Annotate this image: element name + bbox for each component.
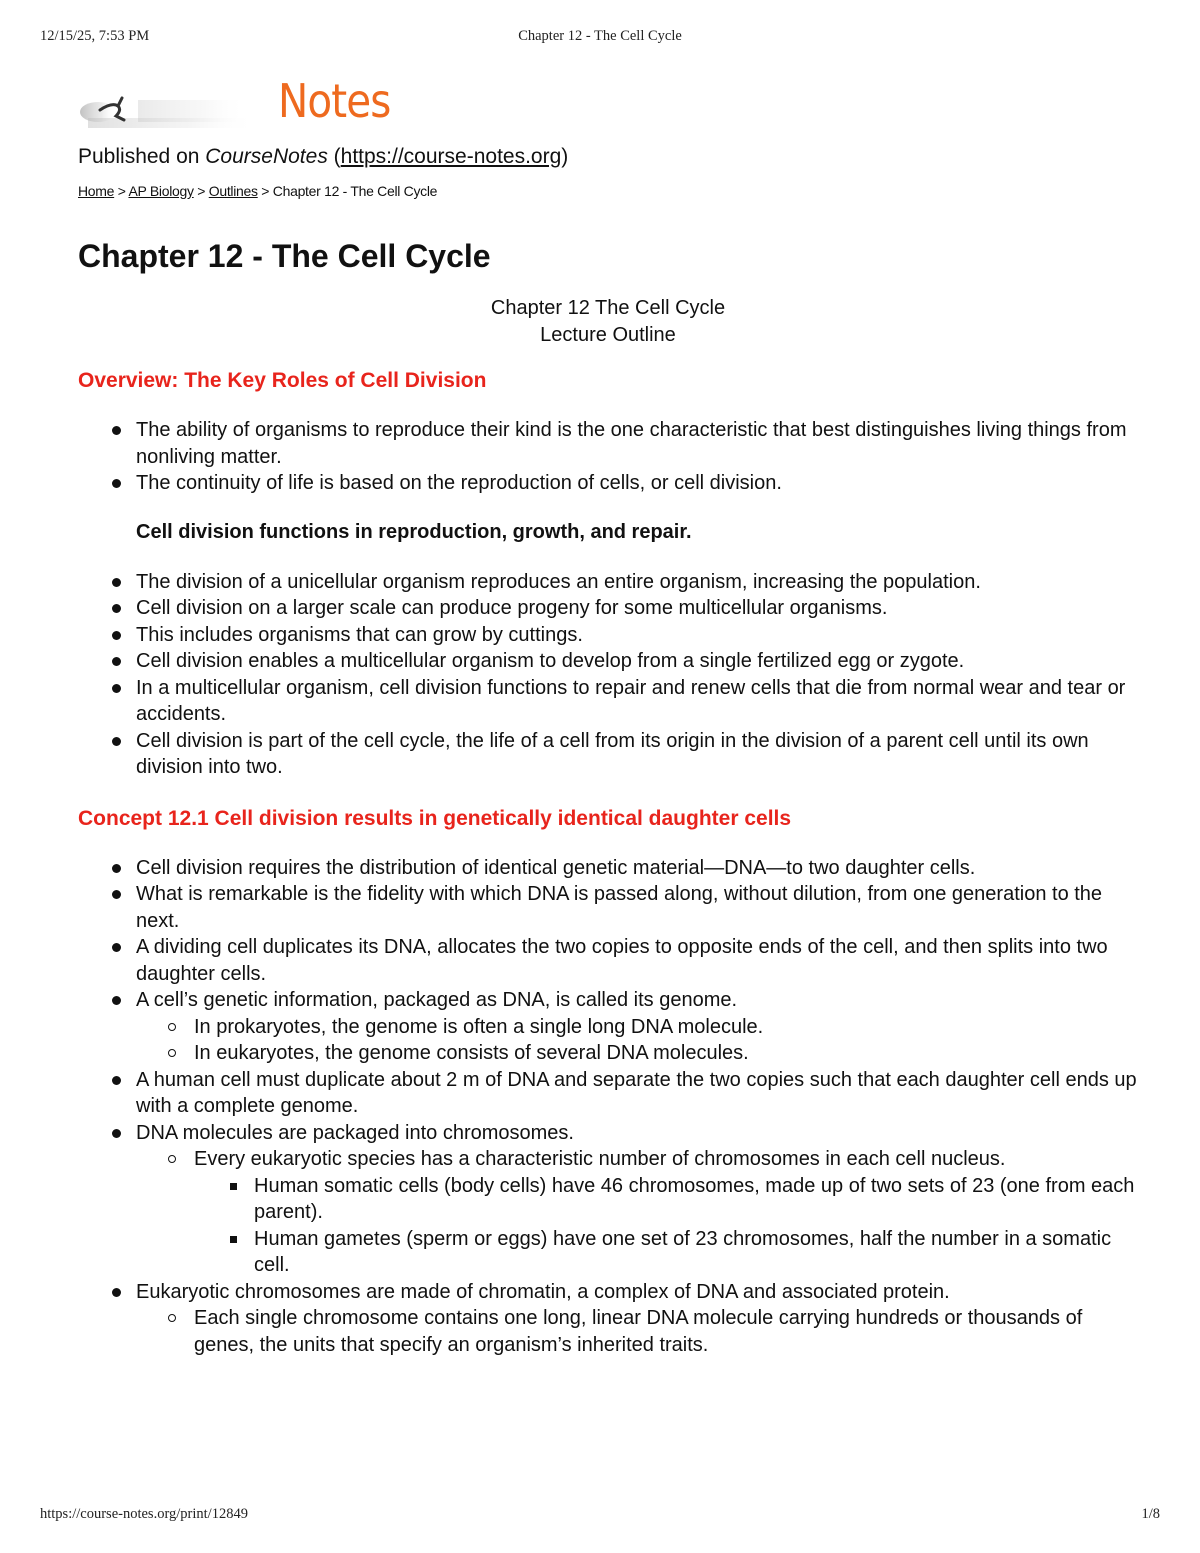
list-item: This includes organisms that can grow by cuttings. <box>78 622 1138 649</box>
list-item: A dividing cell duplicates its DNA, allocates the two copies to opposite ends of the cell, and then splits into two daughter cells. <box>78 934 1138 987</box>
list-item: What is remarkable is the fidelity with which DNA is passed along, without dilution, from one generation to the next. <box>78 881 1138 934</box>
subtitle-line-1: Chapter 12 The Cell Cycle <box>490 297 726 319</box>
site-logo[interactable] <box>78 76 398 136</box>
breadcrumb-ap-biology-link[interactable]: AP Biology <box>128 183 194 199</box>
list-item: Cell division is part of the cell cycle, the life of a cell from its origin in the division of a parent cell until its own division into two. <box>78 728 1138 781</box>
list-item <box>78 1279 1138 1359</box>
list-item: In a multicellular organism, cell division functions to repair and renew cells that die from normal wear and tear or accidents. <box>78 675 1138 728</box>
sublist-item: In eukaryotes, the genome consists of several DNA molecules. <box>134 1040 1136 1067</box>
cell-division-functions-list <box>78 569 1138 781</box>
concept-12-1-list <box>78 855 1138 1359</box>
breadcrumb <box>78 182 1138 200</box>
list-item <box>78 1120 1138 1279</box>
sublist-item-text: Every eukaryotic species has a characteristic number of chromosomes in each cell nucleus. <box>194 1148 1006 1170</box>
print-page-title: Chapter 12 - The Cell Cycle <box>518 28 682 44</box>
list-item <box>78 987 1138 1067</box>
list-item: The continuity of life is based on the reproduction of cells, or cell division. <box>78 470 1138 497</box>
published-site-name: CourseNotes <box>205 145 328 168</box>
sublist <box>134 1146 1136 1279</box>
list-item: Cell division requires the distribution of identical genetic material—DNA—to two daughter cells. <box>78 855 1138 882</box>
breadcrumb-separator: > <box>257 183 273 199</box>
sub-sublist-item: Human somatic cells (body cells) have 46 chromosomes, made up of two sets of 23 (one from each parent). <box>194 1173 1136 1226</box>
subheading-cell-division-functions: Cell division functions in reproduction, growth, and repair. <box>136 520 692 543</box>
sublist-item <box>134 1146 1136 1279</box>
page-title: Chapter 12 - The Cell Cycle <box>78 238 491 274</box>
subtitle-line-2: Lecture Outline <box>540 324 676 346</box>
outline-subtitle <box>78 295 1138 349</box>
breadcrumb-separator: > <box>114 183 129 199</box>
published-prefix: Published on <box>78 145 206 168</box>
print-page-number: 1/8 <box>1141 1506 1160 1522</box>
print-url: https://course-notes.org/print/12849 <box>40 1506 248 1522</box>
page-content <box>78 76 1138 1358</box>
sublist-item: Each single chromosome contains one long, linear DNA molecule carrying hundreds or thousands of genes, the units that specify an organism’s inherited traits. <box>134 1305 1136 1358</box>
list-item: The ability of organisms to reproduce their kind is the one characteristic that best distinguishes living things from nonliving matter. <box>78 417 1138 470</box>
list-item-text: DNA molecules are packaged into chromosomes. <box>136 1121 574 1144</box>
breadcrumb-home-link[interactable]: Home <box>78 183 115 199</box>
sub-sublist <box>194 1173 1136 1279</box>
list-item: Cell division enables a multicellular organism to develop from a single fertilized egg or zygote. <box>78 648 1138 675</box>
sublist-item: In prokaryotes, the genome is often a single long DNA molecule. <box>134 1014 1136 1041</box>
sub-sublist-item: Human gametes (sperm or eggs) have one set of 23 chromosomes, half the number in a somatic cell. <box>194 1226 1136 1279</box>
sublist <box>134 1305 1136 1358</box>
breadcrumb-separator: > <box>193 183 209 199</box>
breadcrumb-outlines-link[interactable]: Outlines <box>208 183 258 199</box>
print-footer <box>40 1506 1160 1528</box>
section-heading-overview: Overview: The Key Roles of Cell Division <box>78 369 487 392</box>
print-datetime: 12/15/25, 7:53 PM <box>40 28 150 44</box>
overview-list <box>78 417 1138 497</box>
print-header <box>40 28 1160 50</box>
logo-swoosh-icon <box>78 80 268 136</box>
list-item-text: Eukaryotic chromosomes are made of chromatin, a complex of DNA and associated protein. <box>136 1280 950 1303</box>
sublist <box>134 1014 1136 1067</box>
list-item: The division of a unicellular organism reproduces an entire organism, increasing the population. <box>78 569 1138 596</box>
list-item: A human cell must duplicate about 2 m of DNA and separate the two copies such that each daughter cell ends up with a complete genome. <box>78 1067 1138 1120</box>
published-close-paren: ) <box>561 145 569 168</box>
logo-text: Notes <box>278 74 391 128</box>
list-item-text: A cell’s genetic information, packaged as DNA, is called its genome. <box>136 989 738 1011</box>
published-site-link[interactable]: https://course-notes.org <box>340 145 562 168</box>
list-item: Cell division on a larger scale can produce progeny for some multicellular organisms. <box>78 595 1138 622</box>
breadcrumb-current: Chapter 12 - The Cell Cycle <box>272 183 438 199</box>
published-open-paren: ( <box>327 145 341 168</box>
section-heading-concept-12-1: Concept 12.1 Cell division results in genetically identical daughter cells <box>78 806 792 830</box>
published-line <box>78 143 1138 171</box>
